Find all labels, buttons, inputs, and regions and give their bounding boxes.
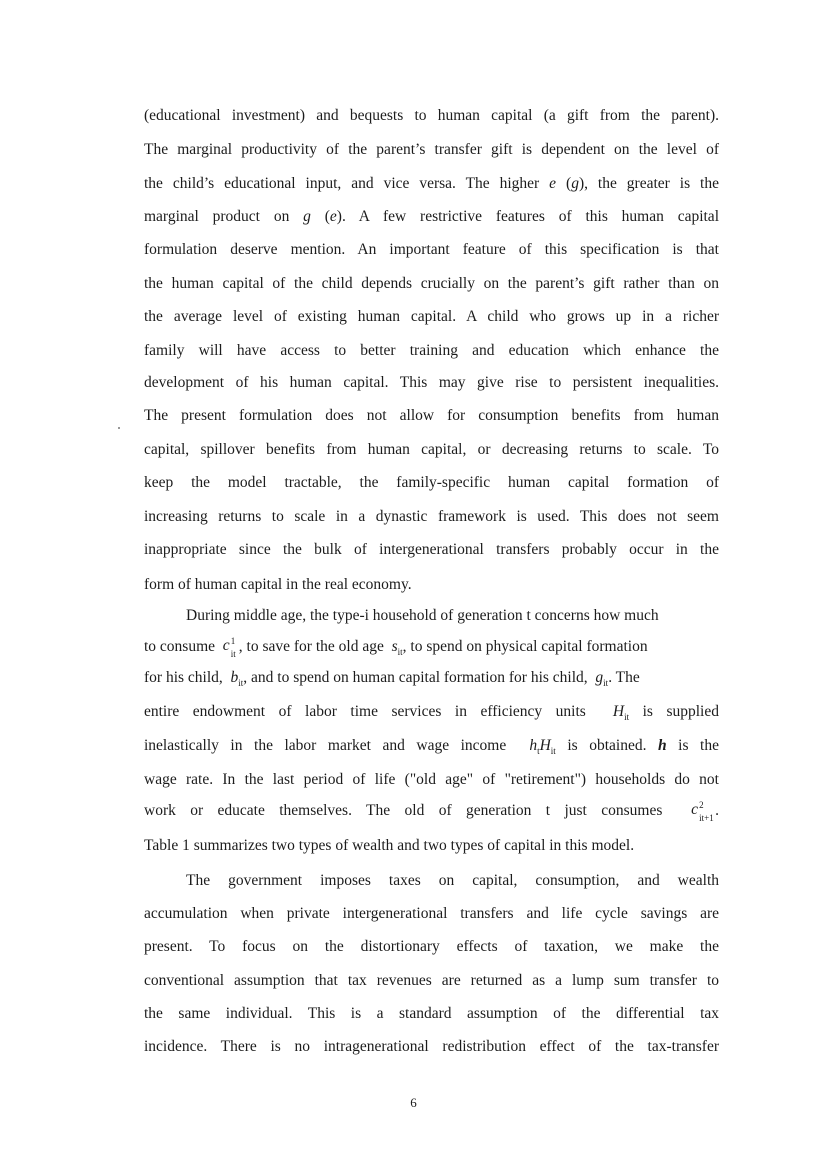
text-line: form of human capital in the real economy. (144, 576, 412, 593)
text-line: inappropriate since the bulk of intergenerational transfers probably occur in the (144, 541, 719, 558)
text-line: work or educate themselves. The old of generation t just consumes c 2 it+1 . (144, 800, 719, 823)
text-line: During middle age, the type-i household of generation t concerns how much (186, 607, 659, 624)
text-line: keep the model tractable, the family-specific human capital formation of (144, 474, 719, 491)
text-line: increasing returns to scale in a dynastic framework is used. This does not seem (144, 508, 719, 525)
page-number: 6 (410, 1095, 417, 1110)
text-line: development of his human capital. This may give rise to persistent inequalities. (144, 374, 719, 391)
text-line: accumulation when private intergenerational transfers and life cycle savings are (144, 905, 719, 922)
text-line: conventional assumption that tax revenues are returned as a lump sum transfer to (144, 972, 719, 989)
text-line: The government imposes taxes on capital, consumption, and wealth (186, 872, 719, 889)
math-c2-it1: c 2 it+1 (691, 800, 714, 823)
text-line: inelastically in the labor market and wage income $h_tH_{it}$ is obtained. h is the (144, 737, 719, 757)
math-c1-it: c 1 it (222, 636, 236, 659)
text-line: the average level of existing human capital. A child who grows up in a richer (144, 308, 719, 325)
text-line: (educational investment) and bequests to human capital (a gift from the parent). (144, 107, 719, 124)
text-line: wage rate. In the last period of life ("old age" of "retirement") households do not (144, 771, 719, 788)
text-line: to consume c 1 it , to save for the old age $s_{it}$, to spend on physical capital formation (144, 636, 648, 659)
text-line: marginal product on g (e). A few restrictive features of this human capital (144, 208, 719, 225)
text-line: capital, spillover benefits from human capital, or decreasing returns to scale. To (144, 441, 719, 458)
text-line: the human capital of the child depends crucially on the parent’s gift rather than on (144, 275, 719, 292)
margin-mark (118, 427, 120, 429)
text-line: Table 1 summarizes two types of wealth and two types of capital in this model. (144, 837, 635, 854)
text-line: entire endowment of labor time services in efficiency units $H_{it}$ is supplied (144, 703, 719, 723)
text-line: the child’s educational input, and vice versa. The higher e (g), the greater is the (144, 175, 719, 192)
text-line: family will have access to better training and education which enhance the (144, 342, 719, 359)
text-line: formulation deserve mention. An important feature of this specification is that (144, 241, 719, 258)
text-line: incidence. There is no intragenerational redistribution effect of the tax-transfer (144, 1038, 719, 1055)
text-line: for his child, $b_{it}$, and to spend on human capital formation for his child, $g_{it}$. The (144, 669, 640, 689)
text-line: the same individual. This is a standard assumption of the differential tax (144, 1005, 719, 1022)
text-line: present. To focus on the distortionary effects of taxation, we make the (144, 938, 719, 955)
text-line: The present formulation does not allow for consumption benefits from human (144, 407, 719, 424)
text-line: The marginal productivity of the parent’s transfer gift is dependent on the level of (144, 141, 719, 158)
